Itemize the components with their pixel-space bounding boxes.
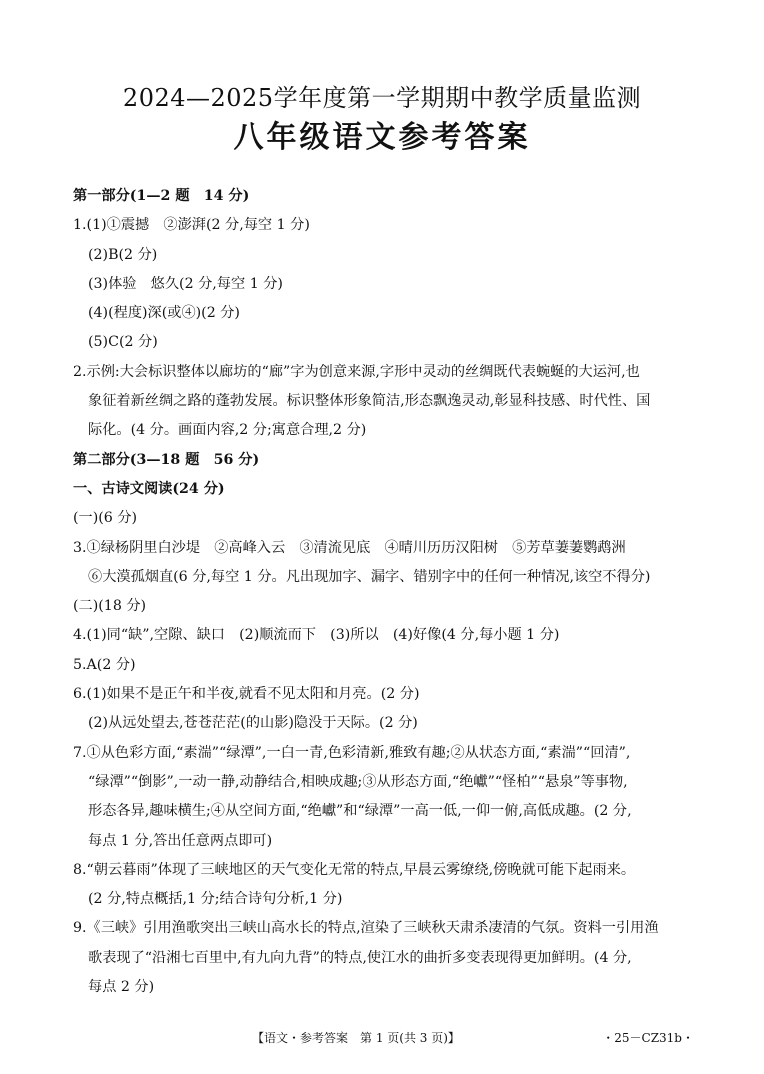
- answer-line: 每点 1 分,答出任意两点即可): [88, 832, 273, 849]
- answer-line: (4)(程度)深(或④)(2 分): [88, 305, 240, 322]
- answer-body: [73, 182, 701, 1002]
- answer-line: 际化。(4 分。画面内容,2 分;寓意合理,2 分): [88, 422, 367, 439]
- answer-line: (3)体验 悠久(2 分,每空 1 分): [88, 275, 283, 292]
- subsection-heading: 一、古诗文阅读(24 分): [73, 480, 225, 497]
- answer-line: 9.《三峡》引用渔歌突出三峡山高水长的特点,渲染了三峡秋天肃杀凄清的气氛。资料一引用渔: [73, 920, 659, 937]
- document-code: ・25－CZ31b・: [602, 1031, 694, 1045]
- answer-line: 形态各异,趣味横生;④从空间方面,“绝巘”和“绿潭”一高一低,一仰一俯,高低成趣。(2 分,: [88, 803, 632, 820]
- answer-line: “绿潭”“倒影”,一动一静,动静结合,相映成趣;③从形态方面,“绝巘”“怪柏”“悬泉”等事物,: [88, 773, 628, 790]
- answer-line: (2)B(2 分): [88, 246, 158, 263]
- answer-line: 8.“朝云暮雨”体现了三峡地区的天气变化无常的特点,早晨云雾缭绕,傍晚就可能下起雨来。: [73, 861, 636, 878]
- answer-line: (2)从远处望去,苍苍茫茫(的山影)隐没于天际。(2 分): [88, 715, 418, 732]
- page-number: 【语文・参考答案 第 1 页(共 3 页)】: [252, 1031, 460, 1045]
- section-heading: 第二部分(3—18 题 56 分): [73, 451, 260, 468]
- answer-line: 2.示例:大会标识整体以廊坊的“廊”字为创意来源,字形中灵动的丝绸既代表蜿蜒的大运河,也: [73, 363, 640, 380]
- page-footer: [0, 1028, 764, 1048]
- answer-line: 4.(1)同“缺”,空隙、缺口 (2)顺流而下 (3)所以 (4)好像(4 分,每小题 1 分): [73, 627, 560, 644]
- answer-line: 歌表现了“沿湘七百里中,有九向九背”的特点,使江水的曲折多变表现得更加鲜明。(4 分,: [88, 949, 632, 966]
- document-title: 八年级语文参考答案: [233, 120, 531, 155]
- answer-line: (5)C(2 分): [88, 334, 158, 351]
- answer-line: (2 分,特点概括,1 分;结合诗句分析,1 分): [88, 891, 343, 908]
- answer-line: ⑥大漠孤烟直(6 分,每空 1 分。凡出现加字、漏字、错别字中的任何一种情况,该空不得分): [88, 568, 651, 585]
- answer-line: 6.(1)如果不是正午和半夜,就看不见太阳和月亮。(2 分): [73, 686, 420, 703]
- answer-line: 象征着新丝绸之路的蓬勃发展。标识整体形象简洁,形态飘逸灵动,彰显科技感、时代性、国: [88, 393, 651, 410]
- exam-title: 2024—2025学年度第一学期期中教学质量监测: [122, 84, 642, 112]
- answer-line: 3.①绿杨阴里白沙堤 ②高峰入云 ③清流见底 ④晴川历历汉阳树 ⑤芳草萋萋鹦鹉洲: [73, 539, 626, 556]
- group-heading: (二)(18 分): [73, 598, 147, 615]
- answer-line: 每点 2 分): [88, 979, 155, 996]
- section-heading: 第一部分(1—2 题 14 分): [73, 188, 250, 204]
- answer-line: 1.(1)①震撼 ②澎湃(2 分,每空 1 分): [73, 217, 310, 234]
- answer-line: 5.A(2 分): [73, 656, 136, 673]
- answer-line: 7.①从色彩方面,“素湍”“绿潭”,一白一青,色彩清新,雅致有趣;②从状态方面,“素湍”“回清”,: [73, 744, 631, 761]
- group-heading: (一)(6 分): [73, 510, 138, 527]
